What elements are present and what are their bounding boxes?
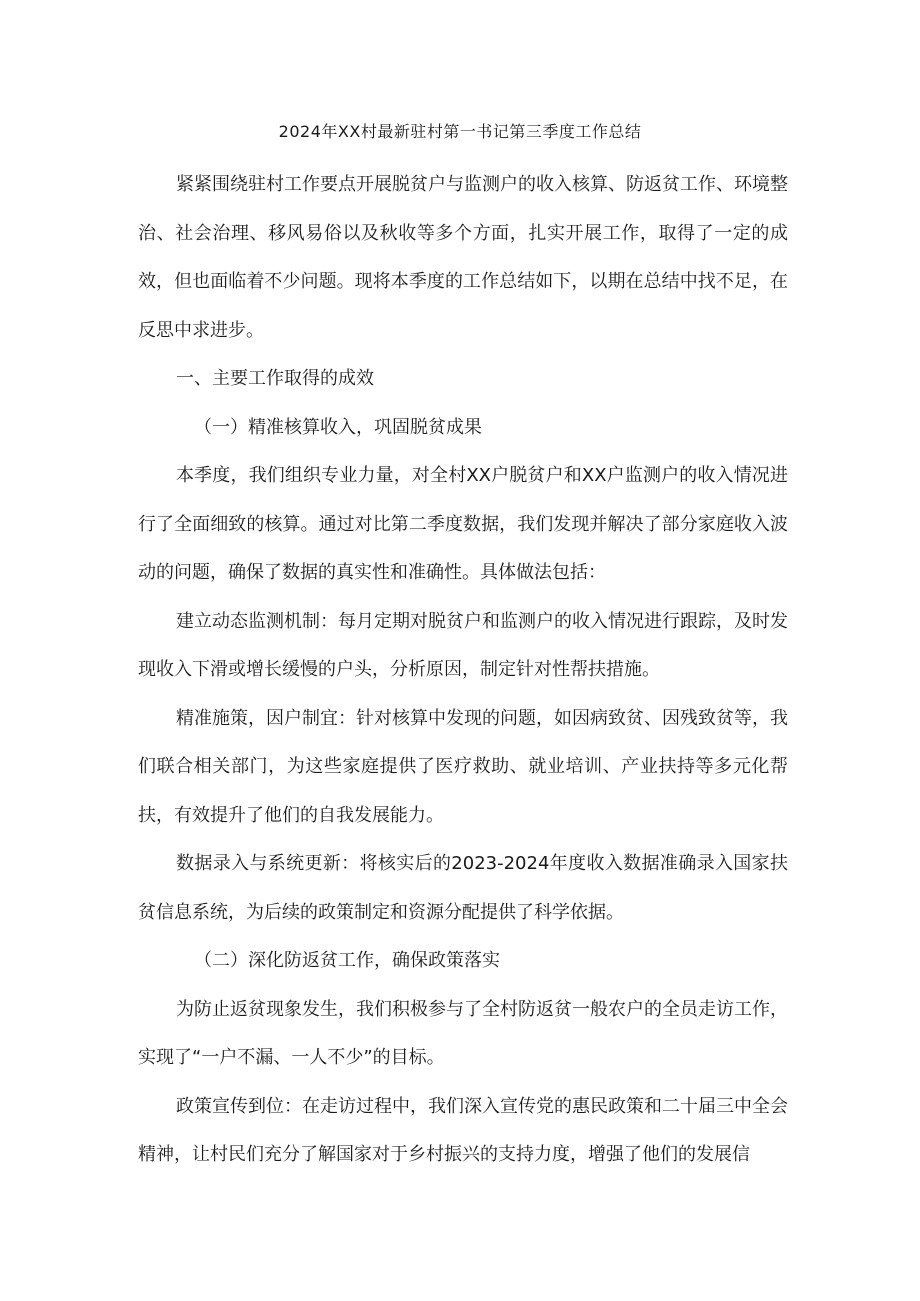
body-paragraph: 数据录入与系统更新：将核实后的2023-2024年度收入数据准确录入国家扶贫信息系统，为后续的政策制定和资源分配提供了科学依据。 bbox=[138, 853, 788, 923]
subsection-heading-2: （二）深化防返贫工作，确保政策落实 bbox=[194, 950, 500, 971]
subsection-heading-1: （一）精准核算收入，巩固脱贫成果 bbox=[194, 416, 482, 438]
document-title: 2024年XX村最新驻村第一书记第三季度工作总结 bbox=[278, 122, 642, 141]
body-paragraph: 为防止返贫现象发生，我们积极参与了全村防返贫一般农户的全员走访工作，实现了“一户不漏、一人不少”的目标。 bbox=[138, 998, 788, 1068]
body-paragraph: 本季度，我们组织专业力量，对全村XX户脱贫户和XX户监测户的收入情况进行了全面细致的核算。通过对比第二季度数据，我们发现并解决了部分家庭收入波动的问题，确保了数据的真实性和准确性。具体做法包括： bbox=[138, 465, 788, 583]
body-paragraph: 政策宣传到位：在走访过程中，我们深入宣传党的惠民政策和二十届三中全会精神，让村民们充分了解国家对于乡村振兴的支持力度，增强了他们的发展信 bbox=[138, 1095, 788, 1165]
document-body bbox=[138, 161, 788, 1180]
body-paragraph: 精准施策，因户制宜：针对核算中发现的问题，如因病致贫、因残致贫等，我们联合相关部门，为这些家庭提供了医疗救助、就业培训、产业扶持等多元化帮扶，有效提升了他们的自我发展能力。 bbox=[138, 707, 788, 826]
section-heading-1: 一、主要工作取得的成效 bbox=[176, 368, 374, 389]
body-paragraph: 建立动态监测机制：每月定期对脱贫户和监测户的收入情况进行跟踪，及时发现收入下滑或增长缓慢的户头，分析原因，制定针对性帮扶措施。 bbox=[138, 610, 788, 680]
intro-paragraph: 紧紧围绕驻村工作要点开展脱贫户与监测户的收入核算、防返贫工作、环境整治、社会治理、移风易俗以及秋收等多个方面，扎实开展工作，取得了一定的成效，但也面临着不少问题。现将本季度的工作总结如下，以期在总结中找不足，在反思中求进步。 bbox=[138, 174, 788, 341]
